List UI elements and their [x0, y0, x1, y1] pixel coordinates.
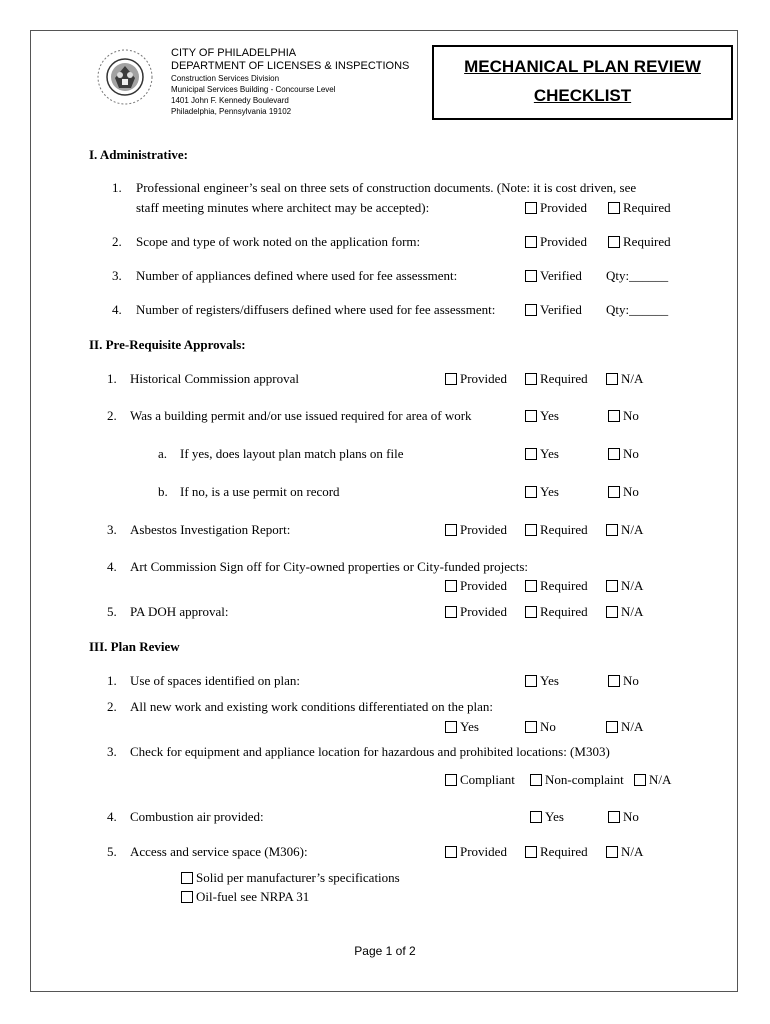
option-yes[interactable]: Yes	[525, 446, 559, 462]
street-address: 1401 John F. Kennedy Boulevard	[171, 96, 289, 105]
checkbox[interactable]	[608, 811, 620, 823]
item-number: 4.	[107, 559, 117, 574]
checkbox[interactable]	[634, 774, 646, 786]
checkbox[interactable]	[525, 580, 537, 592]
option-no[interactable]: No	[525, 719, 556, 735]
checkbox[interactable]	[445, 373, 457, 385]
option-no[interactable]: No	[608, 446, 639, 462]
option-provided[interactable]: Provided	[525, 234, 587, 250]
division-name: Construction Services Division	[171, 74, 280, 83]
checkbox[interactable]	[525, 675, 537, 687]
checkbox[interactable]	[525, 202, 537, 214]
option-solid-fuel[interactable]: Solid per manufacturer’s specifications	[181, 870, 400, 886]
option-no[interactable]: No	[608, 408, 639, 424]
option-yes[interactable]: Yes	[525, 484, 559, 500]
checkbox[interactable]	[445, 580, 457, 592]
option-provided[interactable]: Provided	[445, 371, 507, 387]
item-number: 3.	[107, 744, 117, 759]
page-number: Page 1 of 2	[354, 944, 416, 958]
option-yes[interactable]: Yes	[445, 719, 479, 735]
checkbox[interactable]	[606, 373, 618, 385]
item-text: Number of appliances defined where used for fee assessment:	[136, 268, 458, 283]
checkbox[interactable]	[525, 524, 537, 536]
checkbox[interactable]	[608, 236, 620, 248]
option-na[interactable]: N/A	[606, 522, 643, 538]
checkbox[interactable]	[525, 721, 537, 733]
checkbox[interactable]	[445, 846, 457, 858]
option-na[interactable]: N/A	[606, 604, 643, 620]
checkbox[interactable]	[606, 524, 618, 536]
quantity-field[interactable]: Qty:______	[606, 302, 669, 317]
checkbox[interactable]	[525, 448, 537, 460]
item-number: 2.	[107, 408, 117, 423]
option-provided[interactable]: Provided	[445, 604, 507, 620]
checkbox[interactable]	[608, 675, 620, 687]
item-letter: a.	[158, 446, 168, 461]
checkbox[interactable]	[608, 202, 620, 214]
item-number: 5.	[107, 844, 117, 859]
checkbox[interactable]	[606, 846, 618, 858]
item-text: PA DOH approval:	[130, 604, 229, 619]
city-seal-logo	[96, 48, 154, 106]
item-letter: b.	[158, 484, 168, 499]
option-oil-fuel[interactable]: Oil-fuel see NRPA 31	[181, 889, 309, 905]
option-required[interactable]: Required	[525, 604, 588, 620]
item-number: 1.	[107, 371, 117, 386]
building-name: Municipal Services Building - Concourse Level	[171, 85, 336, 94]
quantity-field[interactable]: Qty:______	[606, 268, 669, 283]
option-yes[interactable]: Yes	[525, 673, 559, 689]
checkbox[interactable]	[445, 606, 457, 618]
option-na[interactable]: N/A	[606, 719, 643, 735]
checkbox[interactable]	[608, 448, 620, 460]
option-na[interactable]: N/A	[634, 772, 671, 788]
org-name: CITY OF PHILADELPHIA	[171, 47, 297, 59]
checkbox[interactable]	[608, 410, 620, 422]
option-required[interactable]: Required	[525, 371, 588, 387]
option-yes[interactable]: Yes	[530, 809, 564, 825]
checkbox[interactable]	[445, 774, 457, 786]
option-provided[interactable]: Provided	[445, 844, 507, 860]
item-number: 1.	[107, 673, 117, 688]
checkbox[interactable]	[525, 236, 537, 248]
checkbox[interactable]	[606, 580, 618, 592]
city-address: Philadelphia, Pennsylvania 19102	[171, 107, 292, 116]
checkbox[interactable]	[606, 606, 618, 618]
section-plan-review-title: III. Plan Review	[89, 639, 180, 654]
option-no[interactable]: No	[608, 673, 639, 689]
document-title-line2: CHECKLIST	[533, 86, 632, 105]
item-text: Art Commission Sign off for City-owned properties or City-funded projects:	[130, 559, 529, 574]
item-number: 3.	[112, 268, 122, 283]
item-number: 4.	[107, 809, 117, 824]
item-text: Check for equipment and appliance location for hazardous and prohibited locations: (M303)	[130, 744, 610, 759]
item-text: Professional engineer’s seal on three sets of construction documents. (Note: it is cost driven, see	[136, 180, 637, 195]
section-prerequisite-title: II. Pre-Requisite Approvals:	[89, 337, 246, 352]
option-required[interactable]: Required	[525, 578, 588, 594]
checkbox[interactable]	[525, 304, 537, 316]
option-required[interactable]: Required	[608, 234, 671, 250]
item-text: If yes, does layout plan match plans on file	[180, 446, 404, 461]
option-provided[interactable]: Provided	[525, 200, 587, 216]
item-number: 4.	[112, 302, 122, 317]
checkbox[interactable]	[525, 846, 537, 858]
document-title-box	[432, 45, 733, 120]
option-yes[interactable]: Yes	[525, 408, 559, 424]
option-compliant[interactable]: Compliant	[445, 772, 515, 788]
item-text: Use of spaces identified on plan:	[130, 673, 301, 688]
document-title-line1: MECHANICAL PLAN REVIEW	[464, 57, 701, 76]
item-text: Access and service space (M306):	[130, 844, 308, 859]
item-text: Asbestos Investigation Report:	[130, 522, 291, 537]
item-text: Historical Commission approval	[130, 371, 299, 386]
item-number: 3.	[107, 522, 117, 537]
checkbox[interactable]	[606, 721, 618, 733]
option-no[interactable]: No	[608, 809, 639, 825]
item-text: Combustion air provided:	[130, 809, 264, 824]
section-administrative-title: I. Administrative:	[89, 147, 188, 162]
option-verified[interactable]: Verified	[525, 302, 582, 318]
item-number: 1.	[112, 180, 122, 195]
item-text: Scope and type of work noted on the application form:	[136, 234, 421, 249]
checkbox[interactable]	[525, 410, 537, 422]
item-text: Was a building permit and/or use issued required for area of work	[130, 408, 472, 423]
checkbox[interactable]	[181, 891, 193, 903]
checkbox[interactable]	[525, 270, 537, 282]
checkbox[interactable]	[530, 811, 542, 823]
option-na[interactable]: N/A	[606, 844, 643, 860]
checkbox[interactable]	[525, 373, 537, 385]
checkbox[interactable]	[525, 606, 537, 618]
checkbox[interactable]	[445, 721, 457, 733]
item-number: 5.	[107, 604, 117, 619]
item-text-continued: staff meeting minutes where architect may be accepted):	[136, 200, 430, 215]
checkbox[interactable]	[525, 486, 537, 498]
option-required[interactable]: Required	[608, 200, 671, 216]
option-required[interactable]: Required	[525, 522, 588, 538]
option-no[interactable]: No	[608, 484, 639, 500]
option-provided[interactable]: Provided	[445, 522, 507, 538]
option-non-compliant[interactable]: Non-complaint	[530, 772, 624, 788]
item-number: 2.	[107, 699, 117, 714]
department-name: DEPARTMENT OF LICENSES & INSPECTIONS	[171, 60, 410, 72]
checkbox[interactable]	[445, 524, 457, 536]
checkbox[interactable]	[608, 486, 620, 498]
option-na[interactable]: N/A	[606, 371, 643, 387]
checkbox[interactable]	[530, 774, 542, 786]
option-verified[interactable]: Verified	[525, 268, 582, 284]
option-na[interactable]: N/A	[606, 578, 643, 594]
item-text: Number of registers/diffusers defined where used for fee assessment:	[136, 302, 496, 317]
checkbox[interactable]	[181, 872, 193, 884]
option-required[interactable]: Required	[525, 844, 588, 860]
item-number: 2.	[112, 234, 122, 249]
item-text: All new work and existing work conditions differentiated on the plan:	[130, 699, 493, 714]
item-text: If no, is a use permit on record	[180, 484, 340, 499]
option-provided[interactable]: Provided	[445, 578, 507, 594]
